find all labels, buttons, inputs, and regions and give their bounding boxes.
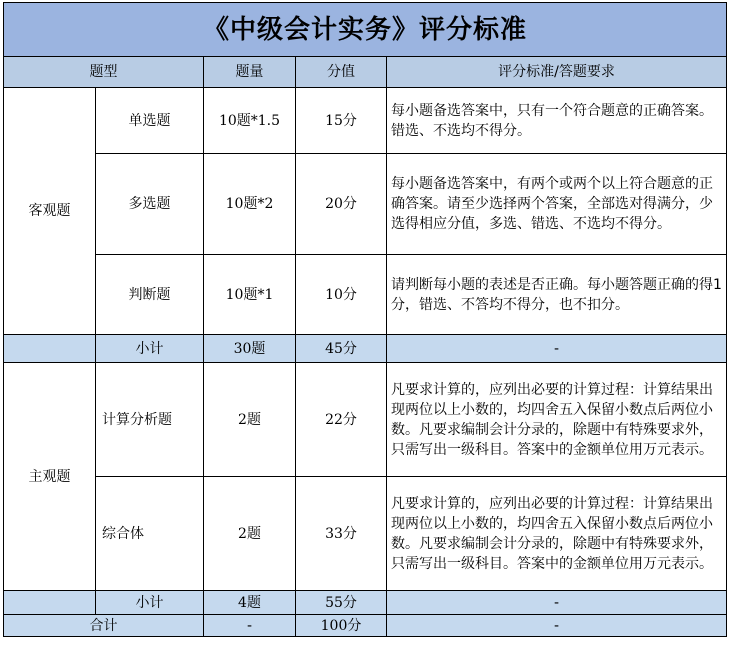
table-row [4, 363, 727, 477]
question-criteria: 每小题备选答案中，有两个或两个以上符合题意的正确答案。请至少选择两个答案，全部选对得满分，少选得相应分值，多选、错选、不选均不得分。 [387, 154, 727, 255]
question-score: 22分 [296, 363, 387, 477]
question-count: 10题*2 [204, 154, 296, 255]
question-type-name: 计算分析题 [96, 363, 204, 477]
subtotal-label: 小计 [96, 335, 204, 363]
header-criteria: 评分标准/答题要求 [387, 57, 727, 88]
question-criteria: 凡要求计算的，应列出必要的计算过程：计算结果出现两位以上小数的，均四舍五入保留小数点后两位小数。凡要求编制会计分录的，除题中有特殊要求外，只需写出一级科目。答案中的金额单位用万元表示。 [387, 363, 727, 477]
question-score: 33分 [296, 477, 387, 591]
subtotal-spacer [4, 591, 96, 615]
group-label-objective: 客观题 [4, 88, 96, 335]
question-type-name: 单选题 [96, 88, 204, 154]
total-label: 合计 [4, 615, 204, 637]
total-criteria: - [387, 615, 727, 637]
question-score: 10分 [296, 255, 387, 335]
question-criteria: 凡要求计算的，应列出必要的计算过程：计算结果出现两位以上小数的，均四舍五入保留小数点后两位小数。凡要求编制会计分录的，除题中有特殊要求外，只需写出一级科目。答案中的金额单位用万元表示。 [387, 477, 727, 591]
question-type-name: 多选题 [96, 154, 204, 255]
group-label-subjective: 主观题 [4, 363, 96, 591]
question-type-name: 综合体 [96, 477, 204, 591]
header-score: 分值 [296, 57, 387, 88]
subtotal-spacer [4, 335, 96, 363]
question-criteria: 请判断每小题的表述是否正确。每小题答题正确的得1分，错选、不答均不得分，也不扣分。 [387, 255, 727, 335]
subtotal-label: 小计 [96, 591, 204, 615]
total-score: 100分 [296, 615, 387, 637]
question-score: 15分 [296, 88, 387, 154]
question-count: 2题 [204, 477, 296, 591]
subtotal-criteria: - [387, 335, 727, 363]
question-score: 20分 [296, 154, 387, 255]
table-row [4, 88, 727, 154]
total-row [4, 615, 727, 637]
subtotal-row-objective [4, 335, 727, 363]
table-row [4, 255, 727, 335]
subtotal-row-subjective [4, 591, 727, 615]
title-row [4, 3, 727, 57]
header-count: 题量 [204, 57, 296, 88]
question-type-name: 判断题 [96, 255, 204, 335]
table-row [4, 154, 727, 255]
question-count: 10题*1 [204, 255, 296, 335]
grading-table [3, 2, 727, 637]
total-count: - [204, 615, 296, 637]
header-type: 题型 [4, 57, 204, 88]
question-count: 2题 [204, 363, 296, 477]
subtotal-count: 4题 [204, 591, 296, 615]
table-row [4, 477, 727, 591]
subtotal-score: 55分 [296, 591, 387, 615]
subtotal-score: 45分 [296, 335, 387, 363]
subtotal-criteria: - [387, 591, 727, 615]
question-count: 10题*1.5 [204, 88, 296, 154]
subtotal-count: 30题 [204, 335, 296, 363]
question-criteria: 每小题备选答案中，只有一个符合题意的正确答案。错选、不选均不得分。 [387, 88, 727, 154]
header-row [4, 57, 727, 88]
table-title: 《中级会计实务》评分标准 [4, 3, 727, 57]
